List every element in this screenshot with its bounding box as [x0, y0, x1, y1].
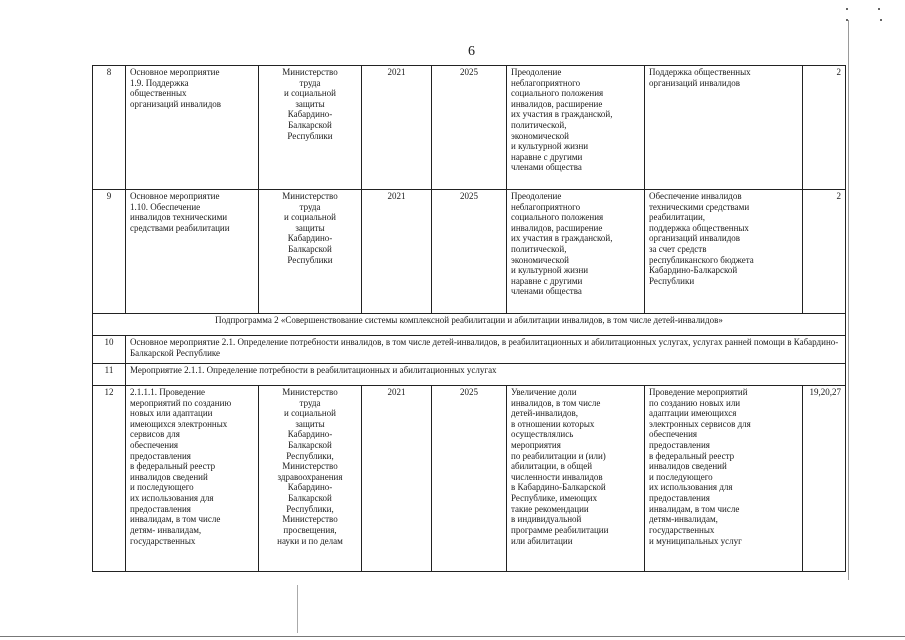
executor: Министерство труда и социальной защиты Кабардино- Балкарской Республики, Министерство здравоохранения Кабардино- Балкарской Республики, Министерство просвещения, науки и по делам: [259, 386, 362, 572]
scan-speck: [880, 19, 882, 21]
row-number: 10: [93, 336, 126, 364]
executor: Министерство труда и социальной защиты Кабардино- Балкарской Республики: [259, 66, 362, 190]
indicator-link: 2: [803, 190, 846, 314]
start-year: 2021: [362, 386, 432, 572]
table-row-10: [93, 336, 846, 364]
expected-effect: Преодоление неблагоприятного социального положения инвалидов, расширение их участия в гражданской, политической, экономической и культурной жизни наравне с другими членами общества: [507, 66, 645, 190]
event-name: Основное мероприятие 1.10. Обеспечение инвалидов техническими средствами реабилитации: [126, 190, 259, 314]
executor: Министерство труда и социальной защиты Кабардино- Балкарской Республики: [259, 190, 362, 314]
scan-fold-line: [297, 585, 298, 633]
scan-edge-line: [848, 20, 849, 580]
table-row-9: [93, 190, 846, 314]
table-row-8: [93, 66, 846, 190]
start-year: 2021: [362, 66, 432, 190]
main-directions: Проведение мероприятий по созданию новых или адаптации имеющихся электронных сервисов для обеспечения предоставления в федеральный реестр инвалидов сведений и последующего их использования для предоставления инвалидам, в том числе детям-инвалидам, государственных и муниципальных услуг: [645, 386, 803, 572]
end-year: 2025: [432, 386, 507, 572]
event-text: Мероприятие 2.1.1. Определение потребности в реабилитационных и абилитационных услугах: [126, 364, 846, 386]
event-name: 2.1.1.1. Проведение мероприятий по созданию новых или адаптации имеющихся электронных сервисов для обеспечения предоставления в федеральный реестр инвалидов сведений и последующего их использования для предоставления инвалидам, в том числе детям- инвалидам, государственных: [126, 386, 259, 572]
row-number: 11: [93, 364, 126, 386]
event-name: Основное мероприятие 1.9. Поддержка общественных организаций инвалидов: [126, 66, 259, 190]
scan-speck: [878, 8, 880, 10]
scan-bottom-line: [0, 636, 905, 637]
expected-effect: Увеличение доли инвалидов, в том числе детей-инвалидов, в отношении которых осуществлялись мероприятия по реабилитации и (или) абилитации, в общей численности инвалидов в Кабардино-Балкарской Республике, имеющих такие рекомендации в индивидуальной программе реабилитации или абилитации: [507, 386, 645, 572]
page-number: 6: [468, 44, 475, 59]
end-year: 2025: [432, 190, 507, 314]
indicator-link: 19,20,27: [803, 386, 846, 572]
expected-effect: Преодоление неблагоприятного социального положения инвалидов, расширение их участия в гражданской, политической, экономической и культурной жизни наравне с другими членами общества: [507, 190, 645, 314]
table-row-11: [93, 364, 846, 386]
end-year: 2025: [432, 66, 507, 190]
start-year: 2021: [362, 190, 432, 314]
main-directions: Обеспечение инвалидов техническими средствами реабилитации, поддержка общественных организаций инвалидов за счет средств республиканского бюджета Кабардино-Балкарской Республики: [645, 190, 803, 314]
main-event-text: Основное мероприятие 2.1. Определение потребности инвалидов, в том числе детей-инвалидов, в реабилитационных и абилитационных услугах, услугах ранней помощи в Кабардино-Балкарской Республике: [126, 336, 846, 364]
indicator-link: 2: [803, 66, 846, 190]
row-number: 12: [93, 386, 126, 572]
scan-speck: [846, 8, 848, 10]
row-number: 9: [93, 190, 126, 314]
table-row-12: [93, 386, 846, 572]
row-number: 8: [93, 66, 126, 190]
program-table: [92, 65, 846, 572]
subprogram-title: Подпрограмма 2 «Совершенствование системы комплексной реабилитации и абилитации инвалидов, в том числе детей-инвалидов»: [93, 314, 846, 336]
subprogram-row: [93, 314, 846, 336]
main-directions: Поддержка общественных организаций инвалидов: [645, 66, 803, 190]
scan-speck: [846, 19, 848, 21]
